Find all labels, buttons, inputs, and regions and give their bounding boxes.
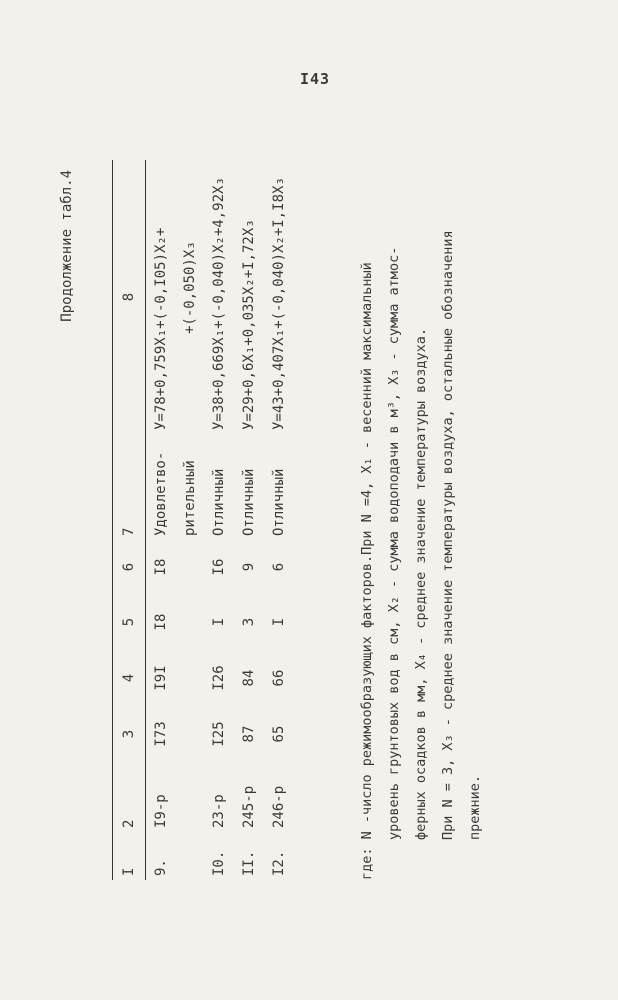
row-grade: Удовлетво-	[153, 451, 169, 536]
header-cell-8: 8	[113, 160, 146, 434]
footnote-line: прежние.	[467, 774, 483, 840]
row-value: I8	[153, 613, 169, 631]
footnote-line: При N = 3, X₃ - среднее значение температуры воздуха, остальные обозначения	[440, 230, 456, 840]
row-code: 245-р	[241, 785, 257, 828]
row-formula-continuation: +(-0,050)X₃	[182, 241, 198, 334]
table-row	[234, 160, 264, 880]
row-value: 65	[271, 725, 287, 743]
header-cell-1: I	[113, 832, 146, 880]
header-cell-3: 3	[113, 706, 146, 762]
table-row	[146, 160, 177, 880]
row-grade: Отличный	[271, 468, 287, 536]
footnote-line: уровень грунтовых вод в см, X₂ - сумма водоподачи в м³, X₃ - сумма атмос-	[386, 246, 402, 840]
row-value: 66	[271, 669, 287, 687]
row-code: 246-р	[271, 785, 287, 828]
row-value: I8	[153, 558, 169, 576]
data-table	[112, 160, 294, 880]
row-formula: У=38+0,669X₁+(-0,040)X₂+4,92X₃	[211, 177, 227, 430]
header-cell-2: 2	[113, 762, 146, 832]
row-code: 23-р	[211, 794, 227, 828]
table-header-row	[113, 160, 146, 880]
row-value: I9I	[153, 665, 169, 691]
table-caption: Продолжение табл.4	[59, 170, 75, 322]
row-value: 84	[241, 669, 257, 687]
row-value: I26	[211, 665, 227, 691]
row-formula: У=78+0,759X₁+(-0,I05)X₂+	[153, 227, 169, 430]
row-value: 87	[241, 725, 257, 743]
footnote	[354, 160, 489, 880]
row-number: I0.	[211, 850, 227, 876]
header-cell-7: 7	[113, 434, 146, 540]
header-cell-4: 4	[113, 650, 146, 706]
rotated-table-block	[49, 160, 569, 880]
row-grade: Отличный	[211, 468, 227, 536]
table-row	[204, 160, 234, 880]
footnote-line: ферных осадков в мм, X₄ - среднее значение температуры воздуха.	[413, 327, 429, 840]
row-value: I	[211, 617, 227, 627]
row-code: I9-р	[153, 794, 169, 828]
row-number: I2.	[271, 850, 287, 876]
row-grade-continuation: рительный	[182, 460, 198, 536]
row-value: 6	[271, 562, 287, 572]
row-value: 9	[241, 562, 257, 572]
header-cell-6: 6	[113, 540, 146, 594]
row-number: II.	[241, 850, 257, 876]
row-number: 9.	[153, 859, 169, 876]
page-number: I43	[300, 70, 331, 88]
row-value: I6	[211, 558, 227, 576]
footnote-line: где: N -число режимообразующих факторов.При N =4, X₁ - весенний максимальный	[359, 262, 375, 880]
table-row-continuation	[176, 160, 204, 880]
row-value: 3	[241, 617, 257, 627]
table-row	[264, 160, 294, 880]
row-value: I73	[153, 721, 169, 747]
row-value: I25	[211, 721, 227, 747]
row-grade: Отличный	[241, 468, 257, 536]
row-formula: У=29+0,6X₁+0,035X₂+I,72X₃	[241, 219, 257, 430]
row-value: I	[271, 617, 287, 627]
header-cell-5: 5	[113, 594, 146, 650]
row-formula: У=43+0,407X₁+(-0,040)X₂+I,I8X₃	[271, 177, 287, 430]
